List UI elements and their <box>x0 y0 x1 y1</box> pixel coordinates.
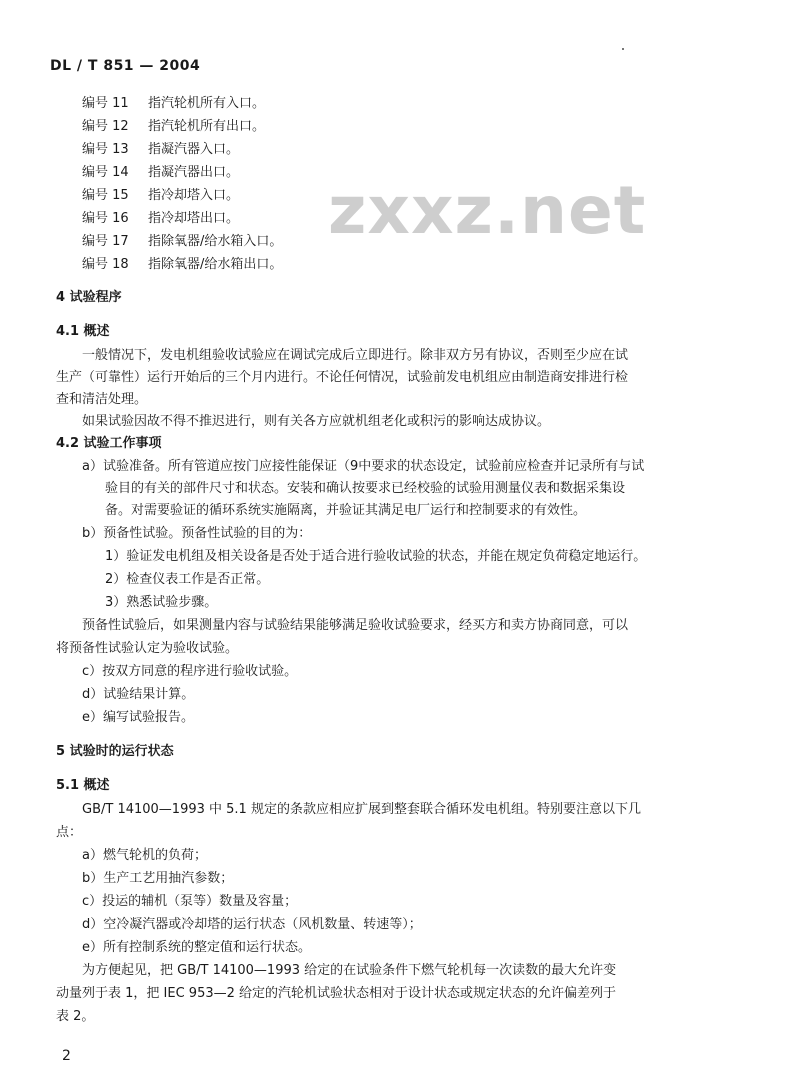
watermark: zxxz.net <box>328 172 647 249</box>
list-item-line: b）预备性试验。预备性试验的目的为： <box>82 526 312 541</box>
list-item-line: e）编写试验报告。 <box>82 710 194 725</box>
item-desc: 指汽轮机所有入口。 <box>148 96 266 111</box>
list-item-line: a）燃气轮机的负荷； <box>82 848 207 863</box>
paragraph-line: GB/T 14100—1993 中 5.1 规定的条款应相应扩展到整套联合循环发电机组。特别要注意以下几 <box>82 802 641 817</box>
subsection-heading: 4.2 试验工作事项 <box>56 436 162 451</box>
item-label: 编号 18 <box>82 257 129 272</box>
item-label: 编号 14 <box>82 165 129 180</box>
list-item-line: d）试验结果计算。 <box>82 687 195 702</box>
list-item-line: 3）熟悉试验步骤。 <box>105 595 218 610</box>
paragraph-line: 预备性试验后，如果测量内容与试验结果能够满足验收试验要求，经买方和卖方协商同意，可以 <box>82 618 629 633</box>
paragraph-line: 将预备性试验认定为验收试验。 <box>56 641 239 656</box>
standard-header: DL / T 851 — 2004 <box>50 58 201 74</box>
paragraph-line: 表 2。 <box>56 1009 95 1024</box>
item-label: 编号 16 <box>82 211 129 226</box>
item-desc: 指冷却塔出口。 <box>148 211 240 226</box>
item-label: 编号 17 <box>82 234 129 249</box>
item-desc: 指除氧器/给水箱入口。 <box>148 234 283 249</box>
item-desc: 指汽轮机所有出口。 <box>148 119 266 134</box>
paragraph-line: 查和清洁处理。 <box>56 392 148 407</box>
list-item-line: a）试验准备。所有管道应按门应接性能保证（9中要求的状态设定，试验前应检查并记录所有与试 <box>82 459 645 474</box>
item-desc: 指凝汽器入口。 <box>148 142 240 157</box>
item-desc: 指凝汽器出口。 <box>148 165 240 180</box>
list-item-line: 备。对需要验证的循环系统实施隔离，并验证其满足电厂运行和控制要求的有效性。 <box>105 503 587 518</box>
item-label: 编号 12 <box>82 119 129 134</box>
paragraph-line: 为方便起见，把 GB/T 14100—1993 给定的在试验条件下燃气轮机每一次读数的最大允许变 <box>82 963 617 978</box>
paragraph-line: 生产（可靠性）运行开始后的三个月内进行。不论任何情况，试验前发电机组应由制造商安排进行检 <box>56 370 629 385</box>
item-desc: 指冷却塔入口。 <box>148 188 240 203</box>
list-item-line: c）按双方同意的程序进行验收试验。 <box>82 664 298 679</box>
section-heading: 5 试验时的运行状态 <box>56 744 174 759</box>
list-item-line: 2）检查仪表工作是否正常。 <box>105 572 270 587</box>
paragraph-line: 一般情况下，发电机组验收试验应在调试完成后立即进行。除非双方另有协议，否则至少应在试 <box>82 348 629 363</box>
list-item-line: d）空冷凝汽器或冷却塔的运行状态（风机数量、转速等）； <box>82 917 422 932</box>
item-desc: 指除氧器/给水箱出口。 <box>148 257 283 272</box>
list-item-line: 验目的有关的部件尺寸和状态。安装和确认按要求已经校验的试验用测量仪表和数据采集设 <box>105 481 626 496</box>
subsection-heading: 5.1 概述 <box>56 778 110 793</box>
paragraph-line: 动量列于表 1，把 IEC 953—2 给定的汽轮机试验状态相对于设计状态或规定状态的允许偏差列于 <box>56 986 617 1001</box>
item-label: 编号 13 <box>82 142 129 157</box>
speck <box>622 48 624 50</box>
list-item-line: c）投运的辅机（泵等）数量及容量； <box>82 894 298 909</box>
item-label: 编号 15 <box>82 188 129 203</box>
list-item-line: e）所有控制系统的整定值和运行状态。 <box>82 940 311 955</box>
paragraph-line: 如果试验因故不得不推迟进行，则有关各方应就机组老化或积污的影响达成协议。 <box>82 414 551 429</box>
page-number: 2 <box>62 1048 71 1064</box>
list-item-line: 1）验证发电机组及相关设备是否处于适合进行验收试验的状态，并能在规定负荷稳定地运行。 <box>105 549 647 564</box>
subsection-heading: 4.1 概述 <box>56 324 110 339</box>
paragraph-line: 点： <box>56 825 83 840</box>
item-label: 编号 11 <box>82 96 129 111</box>
section-heading: 4 试验程序 <box>56 290 122 305</box>
list-item-line: b）生产工艺用抽汽参数； <box>82 871 234 886</box>
